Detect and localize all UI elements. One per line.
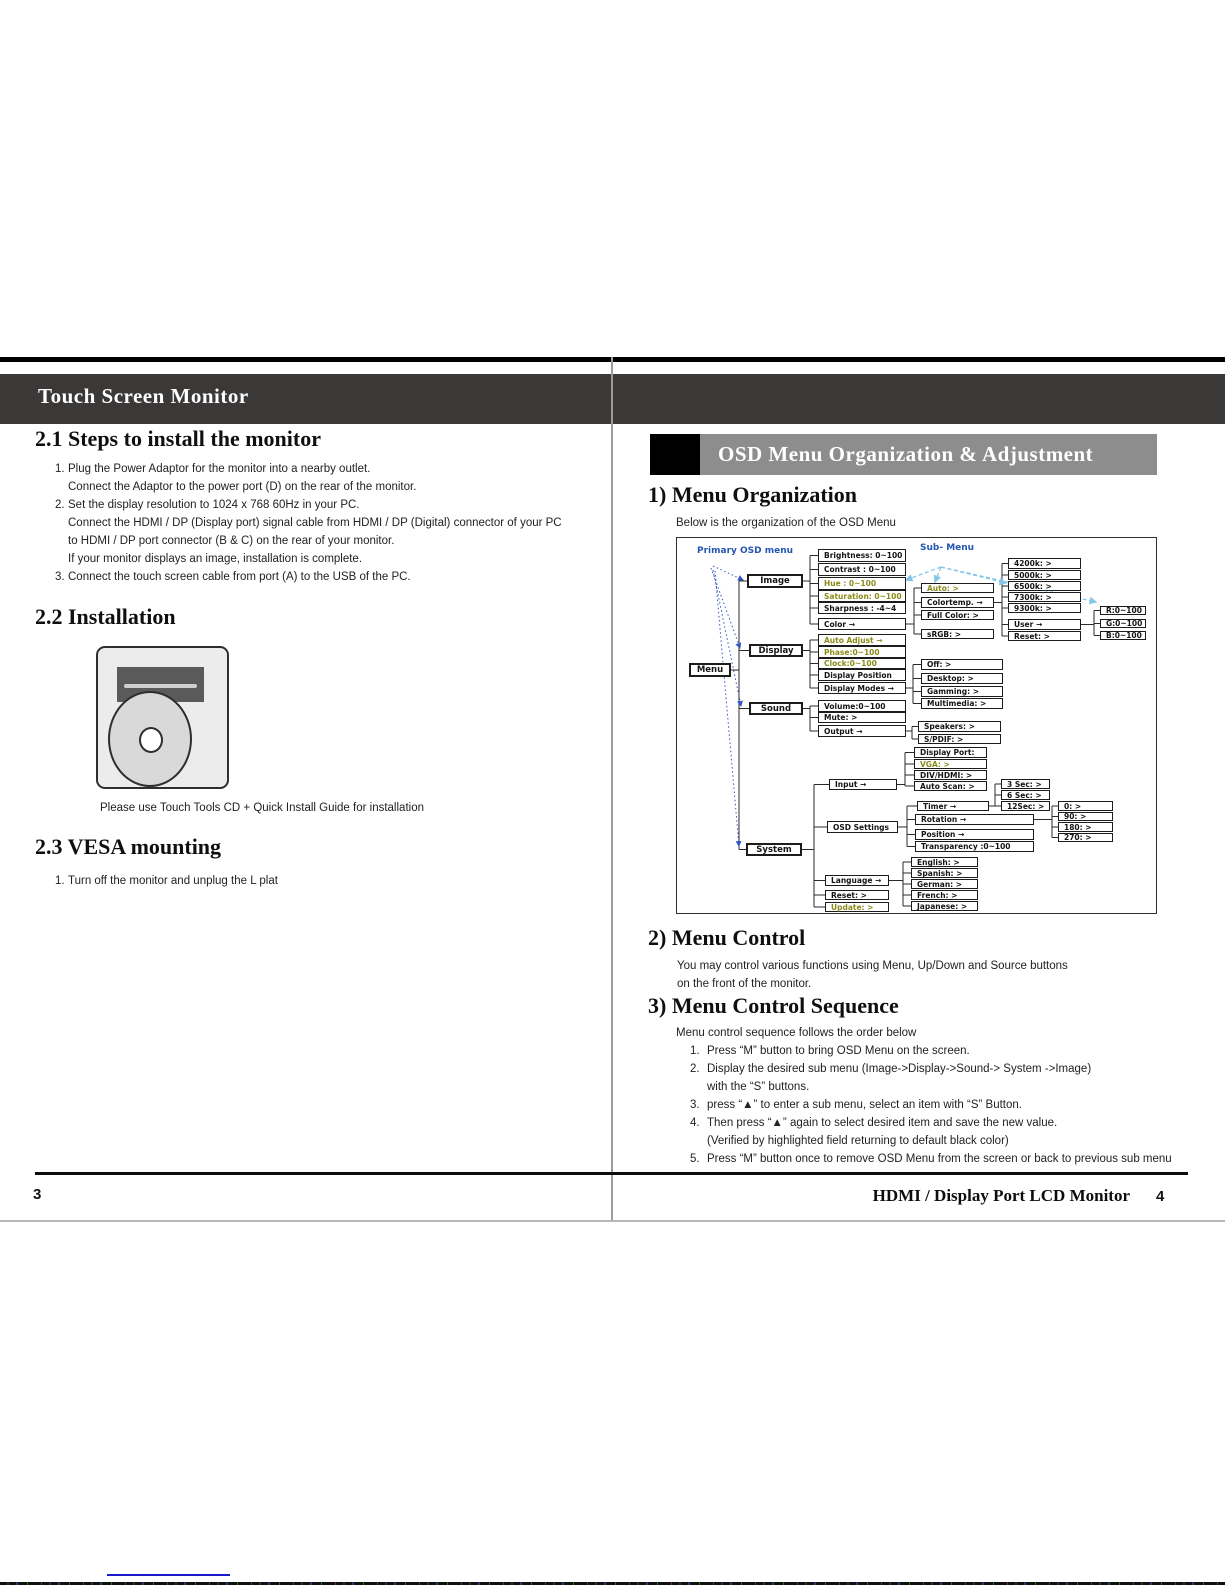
list-number: 1.: [690, 1045, 700, 1057]
list-number: 1.: [55, 875, 65, 887]
section-heading-menu-organization: 1) Menu Organization: [648, 482, 857, 507]
diagram-node-k4200: 4200k: >: [1008, 558, 1081, 569]
diagram-node-rgb_r: R:0~100: [1100, 606, 1146, 615]
diagram-node-saturation: Saturation: 0~100: [818, 590, 906, 602]
list-number: 5.: [690, 1153, 700, 1165]
diagram-node-output: Output →: [818, 725, 906, 737]
list-text: press “▲” to enter a sub menu, select an item with “S” Button.: [707, 1099, 1022, 1111]
diagram-node-off: Off: >: [921, 659, 1003, 670]
list-text: Press “M” button to bring OSD Menu on the screen.: [707, 1045, 970, 1057]
list-item: [55, 532, 600, 550]
sub-menu-label: Sub- Menu: [920, 543, 975, 553]
diagram-node-english: English: >: [911, 857, 978, 867]
diagram-node-auto_adjust: Auto Adjust →: [818, 634, 906, 646]
diagram-node-auto_color: Auto: >: [921, 583, 994, 593]
section-heading-menu-control: 2) Menu Control: [648, 925, 806, 950]
diagram-node-system: System: [746, 843, 802, 856]
diagram-node-reset_color: Reset: >: [1008, 631, 1081, 641]
diagram-node-k5000: 5000k: >: [1008, 570, 1081, 580]
vesa-list: [55, 872, 455, 890]
diagram-node-sec3: 3 Sec: >: [1001, 779, 1050, 789]
list-number: 2.: [690, 1063, 700, 1075]
list-number: 1.: [55, 463, 65, 475]
diagram-node-colortemp: Colortemp. →: [921, 597, 994, 608]
diagram-node-image: Image: [747, 574, 803, 588]
diagram-node-osd_settings: OSD Settings: [827, 821, 898, 833]
drive-slot-icon: [124, 684, 197, 688]
footer-title: HDMI / Display Port LCD Monitor: [872, 1186, 1130, 1205]
diagram-node-rot0: 0: >: [1058, 801, 1113, 811]
list-item: [55, 478, 600, 496]
list-text: Connect the Adaptor to the power port (D) on the rear of the monitor.: [68, 481, 417, 493]
diagram-node-k9300: 9300k: >: [1008, 603, 1081, 613]
diagram-node-rot180: 180: >: [1058, 822, 1113, 832]
diagram-node-sharpness: Sharpness : -4~4: [818, 602, 906, 614]
diagram-node-rot270: 270: >: [1058, 833, 1113, 842]
section-heading-2-1: 2.1 Steps to install the monitor: [35, 426, 321, 451]
list-item: [690, 1078, 1190, 1096]
diagram-node-spdif: S/PDIF: >: [918, 734, 1001, 744]
list-text: (Verified by highlighted field returning to default black color): [707, 1135, 1009, 1147]
diagram-node-srgb: sRGB: >: [921, 629, 994, 639]
list-item: [55, 568, 600, 586]
menu-control-sequence-intro: Menu control sequence follows the order below: [676, 1027, 917, 1039]
list-text: Set the display resolution to 1024 x 768 60Hz in your PC.: [68, 499, 360, 511]
diagram-node-k7300: 7300k: >: [1008, 592, 1081, 602]
list-text: Press “M” button once to remove OSD Menu from the screen or back to previous sub menu: [707, 1153, 1172, 1165]
cd-disc-icon: [108, 691, 192, 787]
page-divider: [611, 357, 613, 1221]
diagram-node-rotation: Rotation →: [915, 814, 1034, 825]
diagram-node-reset_system: Reset: >: [825, 890, 889, 900]
diagram-node-dvi_hdmi: DIV/HDMI: >: [914, 770, 987, 780]
primary-osd-menu-label: Primary OSD menu: [697, 546, 794, 556]
list-text: Display the desired sub menu (Image->Display->Sound-> System ->Image): [707, 1063, 1092, 1075]
diagram-node-transparency: Transparency :0~100: [915, 841, 1034, 852]
diagram-node-input: Input →: [829, 779, 897, 790]
osd-menu-diagram: [676, 537, 1157, 914]
list-item: [690, 1060, 1190, 1078]
diagram-node-phase: Phase:0~100: [818, 646, 906, 658]
diagram-node-display_port: Display Port:: [914, 747, 987, 758]
list-number: 2.: [55, 499, 65, 511]
footer-rule: [35, 1172, 1188, 1175]
diagram-node-rot90: 90: >: [1058, 812, 1113, 821]
diagram-node-display_position: Display Position: [818, 669, 906, 681]
diagram-node-rgb_g: G:0~100: [1100, 619, 1146, 628]
diagram-node-german: German: >: [911, 879, 978, 889]
diagram-node-display_modes: Display Modes →: [818, 682, 906, 694]
diagram-node-color: Color →: [818, 618, 906, 630]
diagram-node-language: Language →: [825, 875, 889, 886]
diagram-node-clock: Clock:0~100: [818, 658, 906, 669]
banner-title: OSD Menu Organization & Adjustment: [718, 442, 1094, 466]
diagram-node-display: Display: [749, 644, 803, 657]
install-steps-list: [55, 460, 600, 586]
diagram-node-full_color: Full Color: >: [921, 610, 994, 620]
cd-install-figure: [96, 646, 229, 789]
list-text: Connect the HDMI / DP (Display port) signal cable from HDMI / DP (Digital) connector of your PC: [68, 517, 562, 529]
list-text: Turn off the monitor and unplug the L plat: [68, 875, 278, 887]
page-number-left: 3: [33, 1186, 42, 1203]
list-text: with the “S” buttons.: [707, 1081, 810, 1093]
section-heading-menu-control-sequence: 3) Menu Control Sequence: [648, 993, 899, 1018]
page-edge-line: [0, 1220, 1225, 1222]
list-text: If your monitor displays an image, installation is complete.: [68, 553, 363, 565]
diagram-node-gamming: Gamming: >: [921, 686, 1003, 697]
osd-banner: [650, 434, 1157, 475]
diagram-node-vga: VGA: >: [914, 759, 987, 769]
diagram-node-french: French: >: [911, 890, 978, 900]
list-item: [690, 1150, 1190, 1168]
list-text: to HDMI / DP port connector (B & C) on the rear of your monitor.: [68, 535, 395, 547]
diagram-node-sound: Sound: [749, 702, 803, 715]
diagram-node-japanese: Japanese: >: [911, 901, 978, 911]
diagram-node-update: Update: >: [825, 902, 889, 912]
diagram-node-multimedia: Multimedia: >: [921, 698, 1003, 709]
diagram-node-position: Position →: [915, 829, 1034, 840]
list-item: [690, 1114, 1190, 1132]
diagram-node-brightness: Brightness: 0~100: [818, 549, 906, 562]
section-heading-2-2: 2.2 Installation: [35, 604, 176, 629]
diagram-node-auto_scan: Auto Scan: >: [914, 781, 987, 791]
diagram-node-timer: Timer →: [917, 801, 989, 811]
diagram-node-volume: Volume:0~100: [818, 700, 906, 712]
diagram-node-speakers: Speakers: >: [918, 721, 1001, 732]
list-item: [690, 1042, 1190, 1060]
diagram-node-sec6: 6 Sec: >: [1001, 790, 1050, 800]
menu-organization-intro: Below is the organization of the OSD Menu: [676, 517, 896, 529]
diagram-node-mute: Mute: >: [818, 712, 906, 723]
diagram-node-contrast: Contrast : 0~100: [818, 563, 906, 576]
list-item: [55, 872, 455, 890]
list-number: 3.: [55, 571, 65, 583]
figure-caption: Please use Touch Tools CD + Quick Install Guide for installation: [100, 802, 424, 814]
list-item: [55, 550, 600, 568]
section-heading-2-3: 2.3 VESA mounting: [35, 834, 222, 859]
diagram-node-spanish: Spanish: >: [911, 868, 978, 878]
list-item: [690, 1096, 1190, 1114]
page-title: Touch Screen Monitor: [38, 384, 249, 408]
list-text: Then press “▲” again to select desired item and save the new value.: [707, 1117, 1058, 1129]
diagram-node-k6500: 6500k: >: [1008, 581, 1081, 591]
diagram-node-rgb_b: B:0~100: [1100, 631, 1146, 640]
page-number-right: 4: [1156, 1188, 1165, 1205]
link-underline: [107, 1574, 230, 1576]
diagram-node-hue: Hue : 0~100: [818, 577, 906, 590]
menu-control-line-2: on the front of the monitor.: [677, 978, 812, 990]
list-number: 4.: [690, 1117, 700, 1129]
diagram-node-user: User →: [1008, 619, 1081, 630]
list-number: 3.: [690, 1099, 700, 1111]
list-text: Connect the touch screen cable from port (A) to the USB of the PC.: [68, 571, 411, 583]
list-item: [690, 1132, 1190, 1150]
list-text: Plug the Power Adaptor for the monitor into a nearby outlet.: [68, 463, 371, 475]
diagram-node-sec12: 12Sec: >: [1001, 801, 1050, 811]
list-item: [55, 514, 600, 532]
diagram-node-desktop: Desktop: >: [921, 673, 1003, 684]
list-item: [55, 460, 600, 478]
menu-control-line-1: You may control various functions using Menu, Up/Down and Source buttons: [677, 960, 1068, 972]
diagram-node-menu: Menu: [689, 663, 731, 677]
banner-black-square: [650, 434, 700, 475]
cd-hole-icon: [139, 727, 163, 753]
list-item: [55, 496, 600, 514]
menu-control-sequence-list: [690, 1042, 1190, 1168]
